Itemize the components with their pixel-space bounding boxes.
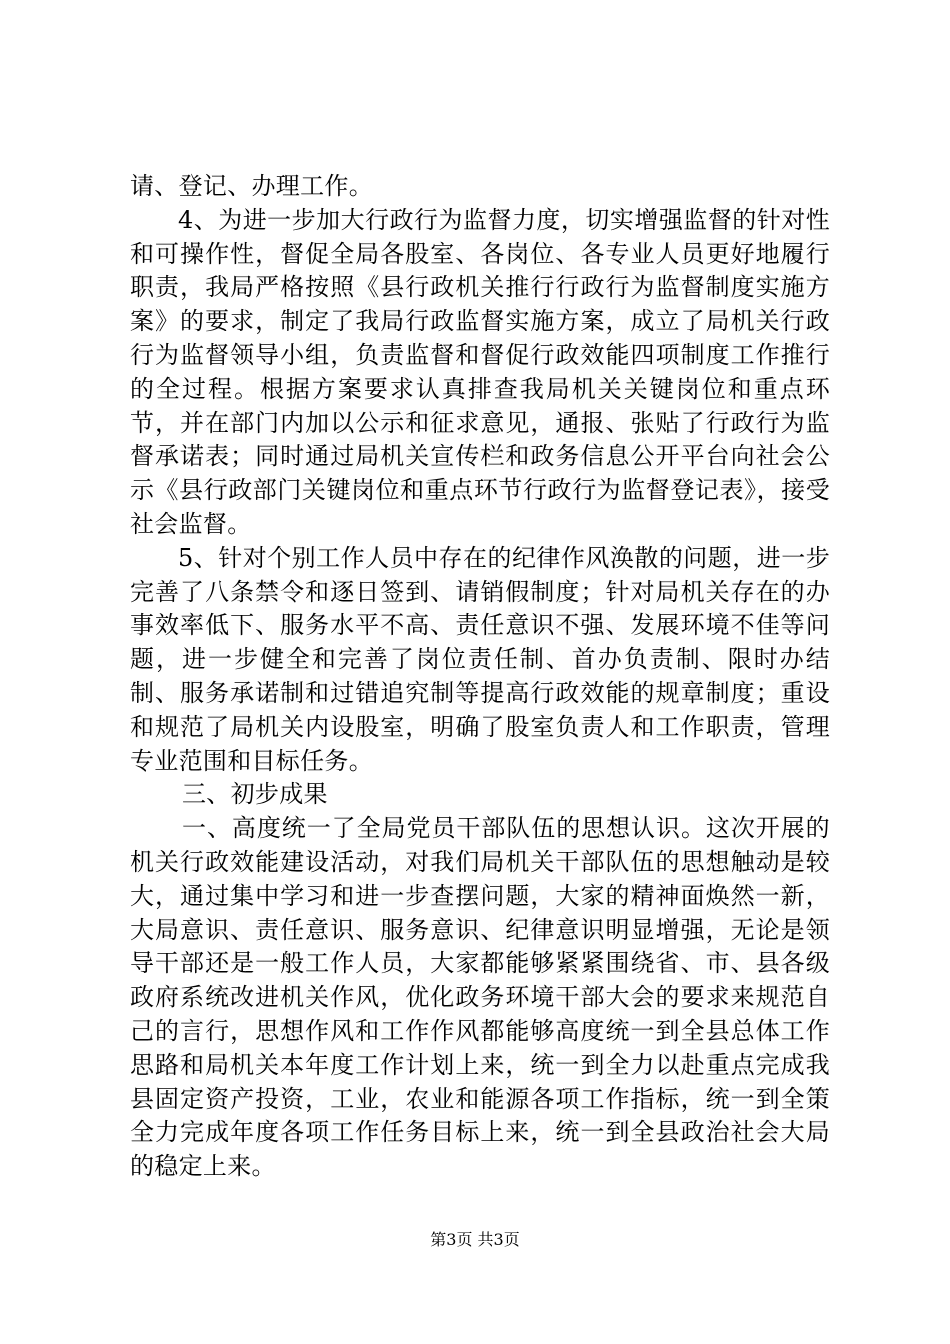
document-body [130, 170, 830, 1184]
section-heading-results: 三、初步成果 [182, 780, 328, 809]
page-footer: 第3页 共3页 [430, 1230, 520, 1249]
paragraph-item-5: 5、针对个别工作人员中存在的纪律作风涣散的问题，进一步完善了八条禁令和逐日签到、请销假制度；针对局机关存在的办事效率低下、服务水平不高、责任意识不强、发展环境不佳等问题，进一步健全和完善了岗位责任制、首办负责制、限时办结制、服务承诺制和过错追究制等提高行政效能的规章制度；重设和规范了局机关内设股室，明确了股室负责人和工作职责，管理专业范围和目标任务。 [130, 543, 830, 775]
paragraph-result-1: 一、高度统一了全局党员干部队伍的思想认识。这次开展的机关行政效能建设活动，对我们局机关干部队伍的思想触动是较大，通过集中学习和进一步查摆问题，大家的精神面焕然一新，大局意识、责任意识、服务意识、纪律意识明显增强，无论是领导干部还是一般工作人员，大家都能够紧紧围绕省、市、县各级政府系统改进机关作风，优化政务环境干部大会的要求来规范自己的言行，思想作风和工作作风都能够高度统一到全县总体工作思路和局机关本年度工作计划上来，统一到全力以赴重点完成我县固定资产投资，工业，农业和能源各项工作指标，统一到全策全力完成年度各项工作任务目标上来，统一到全县政治社会大局的稳定上来。 [130, 814, 830, 1181]
paragraph-item-4: 4、为进一步加大行政行为监督力度，切实增强监督的针对性和可操作性，督促全局各股室、各岗位、各专业人员更好地履行职责，我局严格按照《县行政机关推行行政行为监督制度实施方案》的要求，制定了我局行政监督实施方案，成立了局机关行政行为监督领导小组，负责监督和督促行政效能四项制度工作推行的全过程。根据方案要求认真排查我局机关关键岗位和重点环节，并在部门内加以公示和征求意见，通报、张贴了行政行为监督承诺表；同时通过局机关宣传栏和政务信息公开平台向社会公示《县行政部门关键岗位和重点环节行政行为监督登记表》，接受社会监督。 [130, 205, 830, 538]
paragraph-continuation: 请、登记、办理工作。 [130, 172, 373, 200]
